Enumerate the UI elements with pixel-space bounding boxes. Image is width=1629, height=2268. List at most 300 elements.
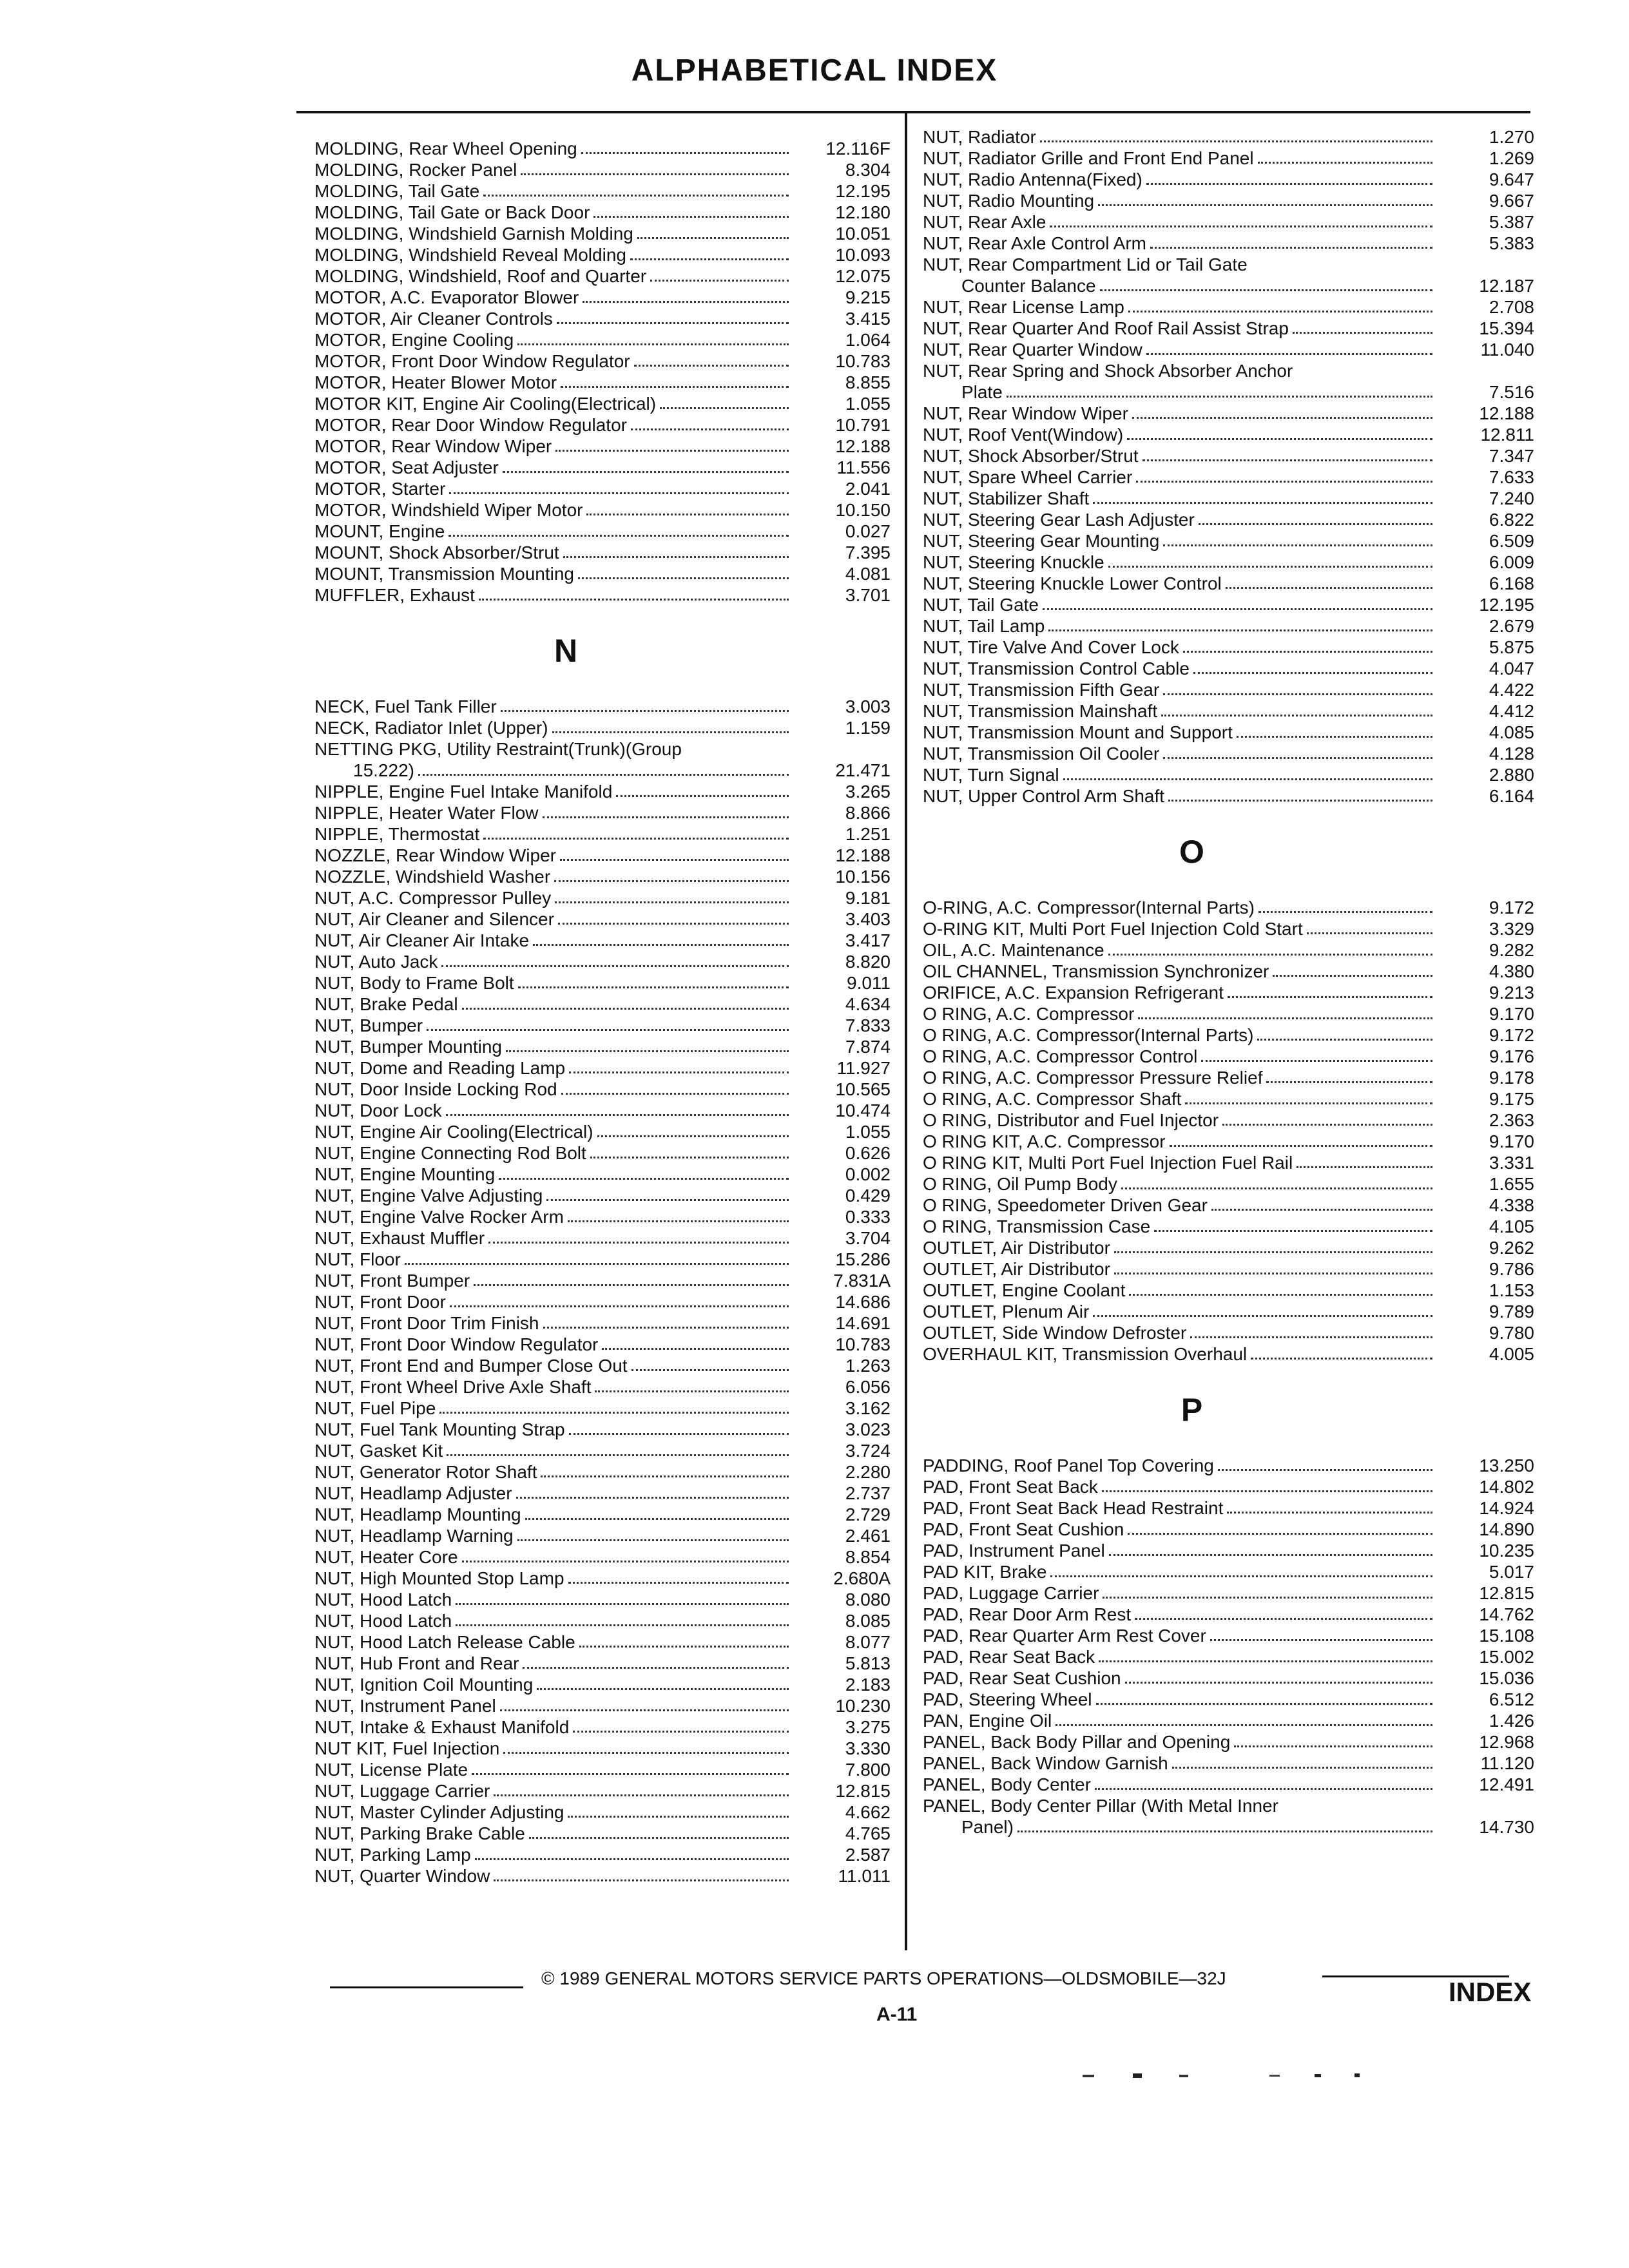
entry-name: OVERHAUL KIT, Transmission Overhaul [923, 1344, 1248, 1364]
entry-name: PAD, Rear Quarter Arm Rest Cover [923, 1626, 1206, 1646]
entry-name: PAD, Steering Wheel [923, 1689, 1092, 1709]
entry-page-ref: 12.180 [835, 202, 891, 222]
entry-name: NUT, Front End and Bumper Close Out [314, 1356, 628, 1376]
dot-leader [616, 795, 789, 797]
index-entry [923, 1497, 1538, 1519]
dot-leader [579, 1646, 789, 1648]
dot-leader [1163, 544, 1432, 546]
index-entry [314, 457, 894, 478]
entry-page-ref: 4.412 [1489, 701, 1534, 721]
entry-name: NUT, Steering Knuckle Lower Control [923, 573, 1222, 593]
entry-page-ref: 14.686 [835, 1292, 891, 1312]
index-entry [314, 908, 894, 930]
entry-page-ref: 2.041 [845, 479, 891, 499]
dot-leader [1100, 289, 1432, 291]
index-entry [314, 1823, 894, 1844]
entry-name: MOTOR, Starter [314, 479, 446, 499]
index-entry [314, 542, 894, 563]
entry-page-ref: 3.415 [845, 309, 891, 329]
dot-leader [521, 173, 789, 175]
dot-leader [1128, 311, 1432, 312]
dot-leader [637, 237, 789, 239]
index-entry [923, 339, 1538, 360]
entry-page-ref: 10.565 [835, 1079, 891, 1099]
dot-leader [462, 1008, 789, 1010]
entry-page-ref: 9.262 [1489, 1238, 1534, 1258]
dot-leader [1050, 226, 1432, 227]
entry-page-ref: 8.080 [845, 1590, 891, 1610]
dot-leader [1228, 996, 1432, 998]
dot-leader [631, 428, 789, 430]
dot-leader [537, 1688, 789, 1690]
entry-name: NUT, Parking Lamp [314, 1845, 471, 1865]
entry-name: NUT, Hood Latch [314, 1611, 452, 1631]
dot-leader [441, 965, 789, 967]
dot-leader [578, 577, 789, 579]
entry-name: NUT, Instrument Panel [314, 1696, 496, 1716]
index-entry [923, 1646, 1538, 1667]
index-entry [314, 1589, 894, 1610]
entry-page-ref: 12.188 [835, 436, 891, 456]
index-entry [923, 1795, 1538, 1816]
index-entry [923, 1046, 1538, 1067]
entry-page-ref: 11.011 [838, 1866, 891, 1886]
entry-name: NUT, Transmission Oil Cooler [923, 744, 1160, 764]
entry-name: PAD, Front Seat Back [923, 1477, 1098, 1497]
index-entry [314, 1419, 894, 1440]
entry-name: PANEL, Body Center Pillar (With Metal Inner [923, 1796, 1278, 1816]
entry-page-ref: 1.655 [1489, 1174, 1534, 1194]
dot-leader [450, 1305, 789, 1307]
dot-leader [1172, 1767, 1432, 1769]
entry-name: NUT, Transmission Mainshaft [923, 701, 1158, 721]
left-index-column [314, 138, 894, 1887]
entry-page-ref: 7.833 [845, 1015, 891, 1035]
entry-page-ref: 0.626 [845, 1143, 891, 1163]
footer-page-number: A-11 [876, 2004, 918, 2025]
dot-leader [1150, 247, 1432, 249]
index-entry [923, 679, 1538, 700]
entry-name: NUT, Body to Frame Bolt [314, 973, 514, 993]
dot-leader [1129, 1294, 1432, 1296]
section-letter-heading: O [1179, 834, 1204, 870]
dot-leader [1114, 1251, 1432, 1253]
index-entry [314, 1121, 894, 1142]
header-rule [296, 111, 1530, 113]
entry-page-ref: 15.286 [835, 1249, 891, 1269]
dot-leader [503, 471, 789, 473]
entry-page-ref: 5.875 [1489, 637, 1534, 657]
index-entry [314, 1057, 894, 1079]
index-entry [314, 1759, 894, 1780]
index-entry [314, 521, 894, 542]
index-entry [314, 159, 894, 180]
entry-page-ref: 10.791 [835, 415, 891, 435]
index-entry [314, 1079, 894, 1100]
dot-leader [1210, 1639, 1432, 1641]
footer-section-label: INDEX [1449, 1977, 1532, 2007]
entry-name: MOTOR, Windshield Wiper Motor [314, 500, 583, 520]
index-entry [314, 1206, 894, 1227]
entry-name: PANEL, Body Center [923, 1774, 1091, 1794]
dot-leader [439, 1412, 789, 1414]
index-entry [314, 202, 894, 223]
dot-leader [446, 1114, 789, 1116]
index-entry [923, 509, 1538, 530]
index-entry [923, 445, 1538, 466]
entry-name: NUT, Fuel Tank Mounting Strap [314, 1419, 565, 1439]
entry-name: NUT, Steering Knuckle [923, 552, 1104, 572]
index-entry [923, 1816, 1538, 1838]
dot-leader [1043, 608, 1432, 610]
entry-page-ref: 3.417 [845, 930, 891, 950]
index-entry [314, 1398, 894, 1419]
column-divider [905, 111, 907, 1950]
entry-page-ref: 4.338 [1489, 1195, 1534, 1215]
entry-name: NUT, Headlamp Adjuster [314, 1483, 512, 1503]
dot-leader [590, 1157, 789, 1158]
index-entry [314, 584, 894, 606]
entry-name: NIPPLE, Engine Fuel Intake Manifold [314, 782, 613, 802]
entry-page-ref: 9.178 [1489, 1068, 1534, 1088]
index-entry [314, 1334, 894, 1355]
index-entry [314, 1036, 894, 1057]
entry-name: NUT, Rear Window Wiper [923, 403, 1128, 423]
index-entry [314, 1227, 894, 1249]
entry-name: NUT, Tire Valve And Cover Lock [923, 637, 1179, 657]
index-entry [923, 1173, 1538, 1195]
dot-leader [1258, 911, 1432, 913]
entry-name: PAD, Instrument Panel [923, 1541, 1105, 1561]
entry-page-ref: 10.783 [835, 1334, 891, 1354]
entry-page-ref: 11.040 [1480, 340, 1534, 360]
entry-name: NUT, Rear Spring and Shock Absorber Anchor [923, 361, 1293, 381]
dot-leader [558, 923, 789, 925]
entry-page-ref: 11.556 [836, 457, 891, 477]
entry-name: NUT, Front Door Trim Finish [314, 1313, 539, 1333]
entry-name: MOLDING, Tail Gate or Back Door [314, 202, 590, 222]
dot-leader [448, 535, 789, 537]
entry-name: PANEL, Back Body Pillar and Opening [923, 1732, 1231, 1752]
entry-name: NUT, Front Bumper [314, 1271, 470, 1291]
entry-name: NUT, Dome and Reading Lamp [314, 1058, 566, 1078]
entry-name: O RING KIT, A.C. Compressor [923, 1131, 1166, 1151]
dot-leader [456, 1624, 789, 1626]
entry-page-ref: 7.395 [845, 543, 891, 562]
entry-page-ref: 3.265 [845, 782, 891, 802]
entry-page-ref: 14.924 [1479, 1498, 1534, 1518]
index-entry [923, 126, 1538, 148]
index-entry [314, 1100, 894, 1121]
index-entry [314, 802, 894, 823]
index-entry [923, 1625, 1538, 1646]
entry-name: NUT, Spare Wheel Carrier [923, 467, 1133, 487]
entry-page-ref: 6.822 [1489, 510, 1534, 530]
dot-leader [518, 986, 789, 988]
dot-leader [1258, 162, 1432, 164]
index-entry [923, 637, 1538, 658]
dot-leader [568, 1816, 789, 1818]
index-entry [314, 717, 894, 738]
index-entry [314, 244, 894, 265]
entry-page-ref: 9.175 [1489, 1089, 1534, 1109]
index-entry [314, 478, 894, 499]
entry-name: O RING, A.C. Compressor Shaft [923, 1089, 1182, 1109]
entry-page-ref: 14.802 [1479, 1477, 1534, 1497]
entry-name: NUT, Engine Connecting Rod Bolt [314, 1143, 586, 1163]
index-entry [923, 1067, 1538, 1088]
dot-leader [1193, 672, 1432, 674]
entry-page-ref: 9.172 [1489, 1025, 1534, 1045]
entry-page-ref: 4.085 [1489, 722, 1534, 742]
index-entry [923, 573, 1538, 594]
entry-name: NUT, Turn Signal [923, 765, 1059, 785]
dot-leader [1227, 1512, 1432, 1514]
entry-name: NETTING PKG, Utility Restraint(Trunk)(Group [314, 739, 682, 759]
index-entry [923, 1216, 1538, 1237]
index-entry [314, 1865, 894, 1887]
index-entry [923, 722, 1538, 743]
entry-name: NUT, License Plate [314, 1760, 468, 1780]
entry-name: O RING KIT, Multi Port Fuel Injection Fuel Rail [923, 1153, 1293, 1173]
index-entry [923, 1343, 1538, 1365]
entry-page-ref: 6.168 [1489, 573, 1534, 593]
dot-leader [475, 1858, 789, 1860]
entry-name: MOTOR, Front Door Window Regulator [314, 351, 630, 371]
index-entry [314, 1504, 894, 1525]
dot-leader [1307, 932, 1432, 934]
entry-page-ref: 5.383 [1489, 233, 1534, 253]
index-entry [923, 1582, 1538, 1604]
dot-leader [1108, 566, 1432, 568]
entry-name: NUT, Floor [314, 1249, 401, 1269]
entry-name: NUT, Headlamp Mounting [314, 1504, 521, 1524]
entry-page-ref: 2.587 [845, 1845, 891, 1865]
entry-name: NUT, Radiator Grille and Front End Panel [923, 148, 1254, 168]
dot-leader [1127, 438, 1432, 440]
entry-name: NECK, Radiator Inlet (Upper) [314, 718, 548, 738]
entry-page-ref: 7.516 [1489, 382, 1534, 402]
entry-name: NUT, Parking Brake Cable [314, 1823, 525, 1843]
dot-leader [1146, 353, 1432, 355]
dot-leader [1125, 1682, 1432, 1684]
entry-page-ref: 9.011 [847, 973, 891, 993]
entry-page-ref: 10.230 [835, 1696, 891, 1716]
footer-rule-left [330, 1986, 523, 1988]
dot-leader [561, 386, 789, 388]
entry-name: NUT, Hood Latch [314, 1590, 452, 1610]
entry-name: NUT, Radiator [923, 127, 1036, 147]
entry-name: Counter Balance [961, 276, 1096, 296]
entry-page-ref: 6.056 [845, 1377, 891, 1397]
entry-name: O RING, Speedometer Driven Gear [923, 1195, 1208, 1215]
index-entry [923, 211, 1538, 233]
entry-name: NUT, Hood Latch Release Cable [314, 1632, 575, 1652]
index-entry [314, 1525, 894, 1546]
index-entry [314, 1440, 894, 1461]
index-entry [314, 1802, 894, 1823]
index-entry [923, 360, 1538, 381]
entry-page-ref: 10.235 [1479, 1541, 1534, 1561]
index-entry [923, 918, 1538, 939]
dot-leader [483, 838, 789, 840]
entry-page-ref: 12.188 [1479, 403, 1534, 423]
dot-leader [555, 450, 789, 452]
dot-leader [1099, 1660, 1432, 1662]
index-entry [314, 930, 894, 951]
entry-name: O-RING, A.C. Compressor(Internal Parts) [923, 898, 1255, 918]
entry-page-ref: 1.064 [845, 330, 891, 350]
entry-page-ref: 2.679 [1489, 616, 1534, 636]
index-entry [923, 275, 1538, 296]
entry-name: MOLDING, Windshield, Roof and Quarter [314, 266, 647, 286]
dot-leader [494, 1794, 789, 1796]
entry-name: OUTLET, Air Distributor [923, 1238, 1110, 1258]
entry-page-ref: 8.866 [845, 803, 891, 823]
index-entry [314, 393, 894, 414]
entry-page-ref: 6.009 [1489, 552, 1534, 572]
index-entry [314, 1015, 894, 1036]
entry-page-ref: 2.363 [1489, 1110, 1534, 1130]
dot-leader [1168, 800, 1432, 802]
index-entry [314, 414, 894, 436]
entry-name: PANEL, Back Window Garnish [923, 1753, 1168, 1773]
dot-leader [597, 1135, 789, 1137]
right-index-column [923, 126, 1538, 1838]
index-entry [314, 1653, 894, 1674]
entry-page-ref: 5.387 [1489, 212, 1534, 232]
dot-leader [1108, 954, 1432, 956]
entry-page-ref: 1.153 [1489, 1280, 1534, 1300]
entry-page-ref: 7.874 [845, 1037, 891, 1057]
dot-leader [533, 944, 789, 946]
dot-leader [569, 1072, 789, 1073]
entry-page-ref: 0.002 [845, 1164, 891, 1184]
dot-leader [1098, 204, 1432, 206]
index-entry [923, 700, 1538, 722]
dot-leader [1273, 975, 1432, 977]
index-entry [314, 180, 894, 202]
entry-name: NUT, Air Cleaner Air Intake [314, 930, 530, 950]
index-entry [314, 823, 894, 845]
dot-leader [462, 1561, 789, 1562]
dot-leader [456, 1603, 789, 1605]
dot-leader [631, 1369, 789, 1371]
entry-page-ref: 8.820 [845, 952, 891, 972]
entry-page-ref: 2.461 [845, 1526, 891, 1546]
entry-name: OUTLET, Air Distributor [923, 1259, 1110, 1279]
entry-page-ref: 3.329 [1489, 919, 1534, 939]
dot-leader [543, 1327, 789, 1329]
index-entry [923, 1258, 1538, 1280]
index-entry [923, 169, 1538, 190]
entry-name: MOTOR, Rear Door Window Regulator [314, 415, 627, 435]
entry-page-ref: 9.213 [1489, 983, 1534, 1003]
entry-name: OUTLET, Engine Coolant [923, 1280, 1126, 1300]
entry-name: O RING, A.C. Compressor(Internal Parts) [923, 1025, 1254, 1045]
entry-name: NUT, Exhaust Muffler [314, 1228, 485, 1248]
entry-name: MOTOR, Rear Window Wiper [314, 436, 552, 456]
dot-leader [1201, 1060, 1432, 1062]
entry-page-ref: 11.927 [836, 1058, 891, 1078]
entry-name: MOTOR, Engine Cooling [314, 330, 514, 350]
entry-name: NUT, Auto Jack [314, 952, 438, 972]
dot-leader [1048, 629, 1432, 631]
entry-page-ref: 15.036 [1479, 1668, 1534, 1688]
entry-page-ref: 4.765 [845, 1823, 891, 1843]
entry-page-ref: 9.780 [1489, 1323, 1534, 1343]
entry-name: Panel) [961, 1817, 1014, 1837]
index-entry [923, 1604, 1538, 1625]
dot-leader [1222, 1124, 1432, 1126]
entry-name: NUT, Front Wheel Drive Axle Shaft [314, 1377, 592, 1397]
index-entry [314, 308, 894, 329]
dot-leader [573, 1731, 789, 1733]
dot-leader [1266, 1081, 1432, 1083]
index-entry [314, 738, 894, 760]
entry-page-ref: 3.403 [845, 909, 891, 929]
index-entry [314, 1270, 894, 1291]
entry-name: NUT, Gasket Kit [314, 1441, 443, 1461]
entry-page-ref: 3.701 [845, 585, 891, 605]
dot-leader [602, 1348, 789, 1350]
dot-leader [583, 301, 789, 303]
dot-leader [500, 1709, 789, 1711]
entry-name: NUT, Rear Axle Control Arm [923, 233, 1146, 253]
entry-page-ref: 12.968 [1479, 1732, 1534, 1752]
entry-name: MOLDING, Rocker Panel [314, 160, 517, 180]
entry-page-ref: 4.634 [845, 994, 891, 1014]
entry-name: NUT, Door Inside Locking Rod [314, 1079, 557, 1099]
index-entry [314, 1376, 894, 1398]
index-entry [923, 403, 1538, 424]
index-entry [923, 148, 1538, 169]
dot-leader [418, 774, 789, 776]
entry-page-ref: 5.813 [845, 1653, 891, 1673]
entry-page-ref: 2.880 [1489, 765, 1534, 785]
entry-page-ref: 7.347 [1489, 446, 1534, 466]
entry-page-ref: 9.170 [1489, 1004, 1534, 1024]
dot-leader [552, 731, 789, 733]
entry-page-ref: 15.394 [1479, 318, 1534, 338]
entry-name: MOUNT, Transmission Mounting [314, 564, 575, 584]
entry-name: MOLDING, Tail Gate [314, 181, 480, 201]
entry-name: NECK, Fuel Tank Filler [314, 697, 497, 716]
entry-page-ref: 12.195 [835, 181, 891, 201]
index-entry [314, 1780, 894, 1802]
index-entry [923, 743, 1538, 764]
dot-leader [1096, 1703, 1433, 1705]
dot-leader [501, 710, 789, 712]
entry-name: MOLDING, Windshield Reveal Molding [314, 245, 626, 265]
index-entry [923, 658, 1538, 679]
entry-name: PADDING, Roof Panel Top Covering [923, 1456, 1214, 1475]
entry-page-ref: 1.055 [845, 394, 891, 414]
entry-page-ref: 7.800 [845, 1760, 891, 1780]
entry-page-ref: 12.195 [1479, 595, 1534, 615]
index-entry [314, 1610, 894, 1631]
entry-name: ORIFICE, A.C. Expansion Refrigerant [923, 983, 1224, 1003]
entry-page-ref: 12.075 [835, 266, 891, 286]
entry-page-ref: 2.280 [845, 1462, 891, 1482]
index-entry [923, 1753, 1538, 1774]
entry-page-ref: 3.003 [845, 697, 891, 716]
entry-name: NUT, Transmission Mount and Support [923, 722, 1233, 742]
entry-page-ref: 11.120 [1480, 1753, 1534, 1773]
entry-name: NUT, Master Cylinder Adjusting [314, 1802, 564, 1822]
entry-page-ref: 14.730 [1479, 1817, 1534, 1837]
entry-page-ref: 9.789 [1489, 1302, 1534, 1321]
